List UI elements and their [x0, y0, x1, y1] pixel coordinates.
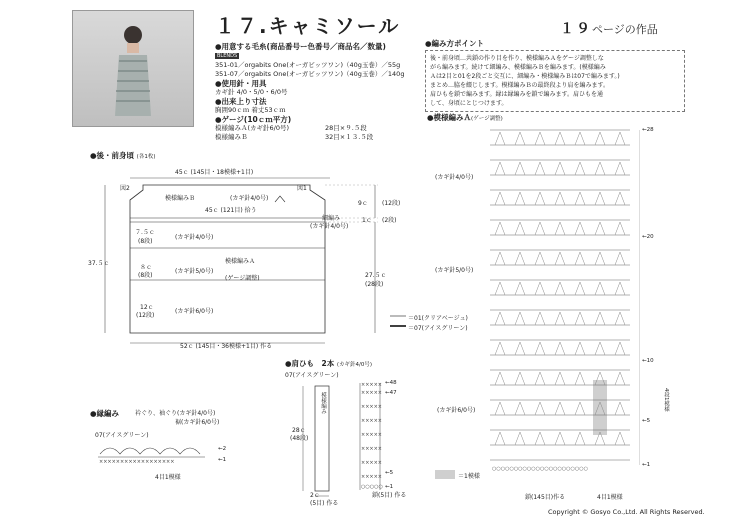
chart-hook-5: (カギ針5/0号) — [435, 267, 474, 274]
materials-badge: BLENDS — [217, 53, 238, 59]
chart-heading: ●模様編みＡ(ゲージ調整) — [427, 113, 503, 122]
materials-line-2: 351-07／orgabits One(オーガビッツワン)（40g玉巻）／140g — [215, 70, 405, 78]
strap-width-sts: (5目) 作る — [310, 500, 339, 507]
page-title: １７.キャミソール — [215, 14, 401, 38]
edging-row-1: ←1 — [218, 457, 227, 463]
edging-row-2: ←2 — [218, 446, 227, 452]
band2-rows: (8段) — [138, 272, 153, 279]
chart-foundation: 鎖(145目)作る — [525, 494, 566, 501]
pattern-a-chart — [490, 125, 640, 490]
band1-hook: (カギ針4/0号) — [175, 234, 214, 241]
chart-hook-4: (カギ針4/0号) — [435, 174, 474, 181]
edging-heading: ●縁編み — [90, 409, 120, 418]
svg-text:×××××: ××××× — [361, 446, 382, 452]
materials-block — [215, 42, 420, 142]
page-ref-suffix: ページの作品 — [592, 23, 658, 36]
band3-hook: (カギ針6/0号) — [175, 308, 214, 315]
size-heading: ●出来上り寸法 — [215, 97, 267, 106]
points-line: して、身頃にとじつけます。 — [430, 100, 508, 107]
svg-text:×××××: ××××× — [361, 382, 382, 388]
model-figure-icon — [109, 21, 157, 121]
gauge-heading: ●ゲージ(10ｃｍ平方) — [215, 115, 292, 124]
edging-sub-1: 衿ぐり、袖ぐり(カギ針4/0号) — [135, 410, 216, 417]
fig2-label: 図2 — [120, 185, 130, 192]
materials-line-1: 351-01／orgabits One(オーガビッツワン)（40g玉巻）／55g — [215, 61, 401, 69]
edging-chart — [95, 440, 215, 465]
svg-text:×××××: ××××× — [361, 418, 382, 424]
legend-shade-label: ＝1模様 — [458, 473, 480, 480]
band2-height: ８ｃ — [140, 264, 153, 271]
top-width-label: 45ｃ (145目・18模様+1目) — [175, 169, 254, 176]
band1-rows: (8段) — [138, 238, 153, 245]
points-line: Ａは2目と01を2段ごと交互に、細編み・模様編みＢは07で編みます。) — [430, 73, 620, 80]
sc-label: 細編み — [322, 215, 341, 222]
strap-length-chains: (48段) — [290, 435, 309, 442]
pattern-b-hook: (カギ針4/0号) — [230, 195, 269, 202]
points-line: 肩ひもを鎖で編みます。縁は縁編みを鎖で編みます。肩ひもを通 — [430, 91, 604, 98]
strap-color: 07(アイスグリーン) — [285, 372, 339, 379]
right-9c: 9ｃ — [358, 200, 368, 207]
total-height: 37.５ｃ — [88, 260, 110, 267]
svg-text:×××××: ××××× — [361, 474, 382, 480]
right-9c-rows: (12段) — [382, 200, 401, 207]
points-block — [425, 38, 685, 112]
chart-row-5: ←5 — [642, 418, 651, 424]
chart-row-1: ←1 — [642, 462, 651, 468]
strap-chart-stitches — [361, 382, 383, 490]
fig1-label: 図1 — [297, 185, 307, 192]
right-1c-rows: (2段) — [382, 217, 397, 224]
strap-row-48: ←48 — [385, 380, 397, 386]
svg-text:×××××: ××××× — [361, 404, 382, 410]
points-line: 後・前身頃…共鎖の作り目を作り、模様編みＡをゲージ調整しな — [430, 55, 604, 62]
strap-pattern-label: 模様編み — [320, 392, 326, 414]
strap-chain-label: 鎖(5目) 作る — [372, 492, 407, 499]
right-275c: 27.５ｃ — [365, 272, 387, 279]
gauge-row-b: 模様編みＢ 32目×１３.５段 — [215, 133, 374, 141]
row2-label: 45ｃ (121目) 拾う — [205, 207, 257, 214]
right-275c-rows: (28段) — [365, 281, 384, 288]
strap-length: 28ｃ — [292, 427, 306, 434]
page-number: １９ — [560, 21, 592, 37]
points-heading: ●編み方ポイント — [425, 39, 485, 48]
svg-text:×××××: ××××× — [361, 432, 382, 438]
pattern-a-label: 模様編みＡ — [225, 258, 256, 265]
bottom-width-label: 52ｃ (145目・36模様+1目) 作る — [180, 343, 273, 350]
gauge-adjust-label: (ゲージ調整) — [225, 275, 260, 282]
points-line: まとめ…脇を綴じします。模様編みＢの最終段より肩を編みます。 — [430, 82, 610, 89]
strap-row-1: ←1 — [385, 484, 394, 490]
chart-row-28: ←28 — [642, 127, 654, 133]
svg-text:○○○○○○○○○○○○○○○○○○○○○○: ○○○○○○○○○○○○○○○○○○○○○○ — [492, 466, 588, 472]
band1-height: ７.５ｃ — [135, 229, 155, 236]
chart-row-20: ←20 — [642, 234, 654, 240]
band2-hook: (カギ針5/0号) — [175, 268, 214, 275]
strap-row-5: ←5 — [385, 470, 394, 476]
pattern-b-label: 模様編みＢ — [165, 195, 196, 202]
legend-shade-swatch — [435, 470, 455, 479]
chart-repeat-horizontal: 4目1模様 — [597, 494, 623, 501]
strap-heading: ●肩ひも 2本 (カギ針4/0号) — [285, 359, 373, 368]
points-box — [425, 50, 685, 112]
band3-rows: (12段) — [136, 312, 155, 319]
edging-sub-2: 裾(カギ針6/0号) — [175, 419, 220, 426]
size-value: 胸囲90ｃｍ 着丈53ｃｍ — [215, 106, 286, 114]
body-heading: ●後・前身頃 (各1枚) — [90, 151, 156, 160]
chart-repeat-vertical: 4段1模様 — [663, 388, 669, 412]
tools-value: カギ針 4/0・5/0・6/0号 — [215, 88, 288, 96]
legend-lines — [388, 312, 408, 332]
points-line: がら編みます。続けて細編み、模様編みＢを編みます。(模様編み — [430, 64, 606, 71]
edging-color: 07(アイスグリーン) — [95, 432, 149, 439]
tools-heading: ●使用針・用具 — [215, 79, 267, 88]
chart-row-10: ←10 — [642, 358, 654, 364]
band3-height: 12ｃ — [140, 304, 154, 311]
strap-row-47: ←47 — [385, 390, 397, 396]
model-photo — [72, 10, 194, 127]
svg-text:×××××: ××××× — [361, 460, 382, 466]
svg-text:○○○○○: ○○○○○ — [361, 484, 383, 490]
chart-hook-6: (カギ針6/0号) — [437, 407, 476, 414]
strap-width: 2ｃ — [310, 492, 320, 499]
svg-text:×××××: ××××× — [361, 390, 382, 396]
sc-hook: (カギ針4/0号) — [310, 223, 349, 230]
page-reference — [560, 18, 658, 38]
right-1c: 1ｃ — [362, 217, 372, 224]
copyright: Copyright © Gosyo Co.,Ltd. All Rights Reserved. — [548, 508, 705, 516]
legend-color-01: ＝01(クリアベージュ) — [408, 315, 468, 322]
svg-text:××××××××××××××××××: ×××××××××××××××××× — [99, 459, 175, 465]
materials-heading: ●用意する毛糸(商品番号ー色番号／商品名／数量) — [215, 42, 386, 51]
legend-color-07: ＝07(アイスグリーン) — [408, 325, 468, 332]
gauge-row-a: 模様編みＡ(カギ針6/0号) 28目×９.５段 — [215, 124, 367, 132]
edging-repeat: 4目1模様 — [155, 474, 181, 481]
